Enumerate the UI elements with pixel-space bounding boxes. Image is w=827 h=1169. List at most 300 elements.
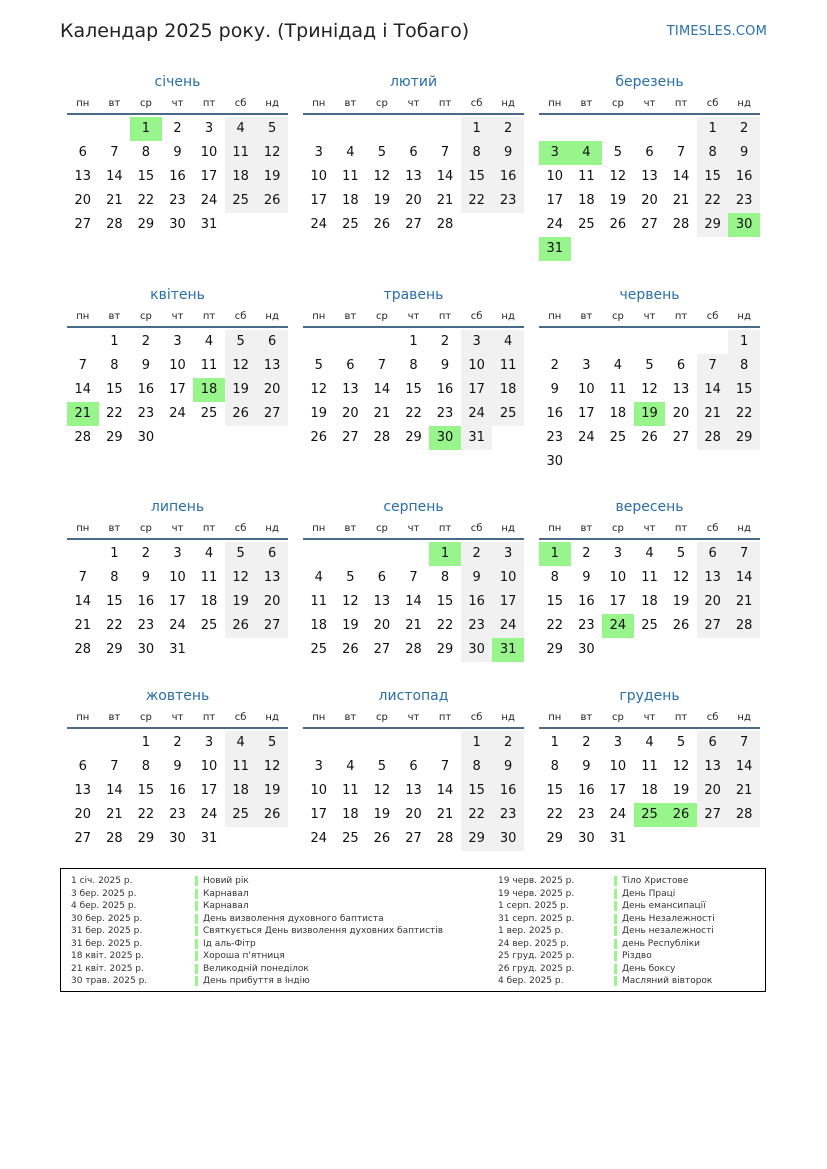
legend-date: 26 груд. 2025 р. [498,963,575,974]
weekday-label: нд [265,712,279,723]
holiday-day: 26 [665,803,697,827]
month-name: лютий [389,74,438,90]
day: 22 [137,807,155,822]
empty-cell [429,731,461,755]
day: 2 [461,542,493,566]
empty-cell [67,542,99,566]
empty-cell [335,330,367,354]
day: 15 [461,165,493,189]
weekday-label: сб [706,98,719,109]
weekday-label: пн [76,523,90,534]
day: 8 [728,354,760,378]
holiday-marker [195,914,198,924]
day: 1 [728,330,760,354]
weekday-label: пт [674,712,688,723]
day: 30 [492,827,524,851]
weekday-label: ср [139,523,152,534]
weekday-label: ср [611,712,624,723]
day: 14 [436,169,454,184]
day: 23 [546,430,564,445]
day: 7 [728,731,760,755]
day-grid [67,542,288,662]
holiday-marker [195,876,198,886]
day: 19 [609,193,627,208]
day: 21 [672,193,690,208]
weekday-label: ср [139,712,152,723]
day: 2 [141,546,151,561]
day: 24 [609,807,627,822]
weekday-header [303,520,524,540]
day: 7 [409,570,418,585]
weekday-label: ср [611,311,624,322]
day: 9 [440,358,450,373]
day: 19 [225,378,257,402]
day: 28 [728,614,760,638]
day: 31 [200,831,218,846]
day: 7 [728,542,760,566]
weekday-label: вт [108,311,121,322]
weekday-label: ср [611,98,624,109]
day: 14 [74,382,92,397]
day: 1 [409,334,418,349]
legend-holiday-name: День прибуття в Індію [203,976,310,986]
day: 28 [74,430,92,445]
day: 25 [225,189,257,213]
empty-cell [303,542,335,566]
day: 7 [377,358,387,373]
day: 6 [78,145,87,160]
empty-cell [366,542,398,566]
legend-date: 19 черв. 2025 р. [498,876,575,886]
day: 4 [492,330,524,354]
weekday-label: пн [312,712,326,723]
day: 16 [137,382,155,397]
day: 19 [672,594,690,609]
day: 29 [106,430,123,445]
day: 27 [342,430,359,445]
day: 23 [169,193,186,208]
day: 30 [137,430,155,445]
month-5 [303,285,524,450]
day: 6 [256,542,288,566]
legend-holiday-name: День визволення духовного баптиста [203,913,384,924]
day: 10 [310,169,328,184]
weekday-label: сб [234,98,247,109]
legend-holiday-name: Ід аль-Фітр [203,938,256,949]
day: 9 [550,382,559,397]
holiday-day: 30 [429,426,461,450]
month-name: травень [383,287,444,303]
weekday-label: чт [171,311,184,322]
day: 22 [461,189,493,213]
weekday-label: вт [580,311,593,322]
weekday-label: чт [643,523,656,534]
legend-date: 30 трав. 2025 р. [71,976,148,986]
day: 23 [137,406,155,421]
weekday-label: нд [265,311,279,322]
day: 22 [106,406,123,421]
day: 24 [200,193,218,208]
month-name: вересень [615,499,684,515]
day: 28 [74,642,92,657]
empty-cell [665,117,697,141]
month-2 [303,72,524,237]
day: 19 [373,193,391,208]
day: 21 [106,193,123,208]
day: 10 [169,570,186,585]
weekday-label: пн [76,98,90,109]
day: 29 [436,642,454,657]
day: 11 [225,141,257,165]
weekday-label: вт [344,98,357,109]
day: 3 [314,759,323,774]
holiday-marker [195,926,198,936]
weekday-label: ср [139,98,152,109]
day: 23 [728,189,760,213]
day: 5 [676,546,686,561]
day: 25 [641,618,658,633]
weekday-label: нд [737,523,751,534]
weekday-header [539,308,760,328]
day: 5 [346,570,355,585]
empty-cell [67,731,99,755]
day: 30 [169,217,186,232]
day: 15 [436,594,454,609]
day: 3 [173,334,182,349]
day: 2 [492,117,524,141]
day: 26 [225,614,257,638]
day: 20 [405,807,422,822]
holiday-day: 31 [539,237,571,261]
month-3 [539,72,760,261]
day: 14 [74,594,92,609]
day: 6 [346,358,355,373]
month-11 [303,686,524,851]
day: 20 [672,406,690,421]
day: 3 [204,121,214,136]
day: 29 [405,430,422,445]
day: 24 [310,831,328,846]
month-4 [67,285,288,450]
day: 20 [256,590,288,614]
day: 17 [200,169,218,184]
day: 17 [609,783,627,798]
month-name: липень [150,499,205,515]
day: 4 [346,145,355,160]
empty-cell [366,330,398,354]
weekday-header [303,709,524,729]
legend-date: 1 серп. 2025 р. [498,901,569,911]
weekday-label: чт [407,712,420,723]
weekday-label: пн [548,311,562,322]
month-12 [539,686,760,851]
day: 23 [492,803,524,827]
day: 14 [373,382,391,397]
holiday-marker [614,901,617,911]
day: 25 [342,217,359,232]
day: 1 [141,735,151,750]
day: 26 [641,430,658,445]
holiday-marker [195,939,198,949]
day: 4 [645,735,654,750]
day: 25 [310,642,328,657]
day: 30 [461,638,493,662]
day: 28 [672,217,690,232]
day: 15 [546,783,564,798]
empty-cell [99,117,131,141]
day: 26 [256,189,288,213]
month-10 [67,686,288,851]
weekday-label: сб [234,712,247,723]
day: 25 [609,430,627,445]
day: 16 [436,382,454,397]
holiday-legend [60,868,766,992]
day: 23 [436,406,454,421]
day: 2 [582,546,591,561]
day: 6 [645,145,654,160]
page-title: Календар 2025 року. (Тринідад і Тобаго) [60,20,470,42]
day: 10 [609,570,627,585]
holiday-marker [614,964,617,974]
empty-cell [67,330,99,354]
day: 24 [492,614,524,638]
holiday-day: 30 [728,213,760,237]
day-grid [539,117,760,261]
day: 5 [645,358,654,373]
weekday-label: вт [344,311,357,322]
day: 18 [342,193,359,208]
legend-holiday-name: Святкується День визволення духовних баптистів [203,926,444,936]
holiday-marker [614,939,617,949]
day: 18 [641,594,658,609]
day: 11 [641,759,658,774]
day: 6 [78,759,87,774]
weekday-header [539,95,760,115]
month-6 [539,285,760,474]
day: 14 [106,169,123,184]
day: 7 [78,358,87,373]
day: 14 [106,783,123,798]
legend-holiday-name: Різдво [622,951,652,961]
weekday-label: ср [139,311,152,322]
weekday-label: сб [470,98,483,109]
day: 29 [697,213,729,237]
day: 21 [405,618,422,633]
day: 7 [440,145,450,160]
weekday-label: пт [202,523,216,534]
empty-cell [571,330,603,354]
empty-cell [366,117,398,141]
day: 31 [200,217,218,232]
weekday-header [67,308,288,328]
day: 13 [342,382,359,397]
day: 16 [169,169,186,184]
day: 27 [641,217,658,232]
day: 2 [728,117,760,141]
empty-cell [67,117,99,141]
day: 4 [346,759,355,774]
day: 18 [342,807,359,822]
day: 2 [173,735,182,750]
month-name: серпень [383,499,444,515]
day: 23 [492,189,524,213]
day: 3 [461,330,493,354]
day: 26 [342,642,359,657]
day: 24 [169,406,186,421]
weekday-label: пт [438,311,452,322]
day: 26 [256,803,288,827]
day: 20 [342,406,359,421]
empty-cell [335,117,367,141]
month-name: квітень [150,287,205,303]
day: 7 [440,759,450,774]
day: 13 [697,755,729,779]
day: 20 [405,193,422,208]
day: 14 [672,169,690,184]
month-8 [303,497,524,662]
legend-date: 31 бер. 2025 р. [71,938,143,949]
holiday-day: 21 [67,402,99,426]
empty-cell [634,117,666,141]
day: 24 [200,807,218,822]
day: 13 [256,566,288,590]
day: 28 [436,217,454,232]
empty-cell [398,117,430,141]
day: 23 [461,614,493,638]
day: 13 [74,169,92,184]
site-link[interactable]: TIMESLES.COM [666,24,767,39]
weekday-label: сб [234,523,247,534]
day: 10 [492,566,524,590]
empty-cell [602,117,634,141]
day: 17 [492,590,524,614]
month-name: березень [615,74,684,90]
day: 13 [641,169,658,184]
weekday-label: вт [108,712,121,723]
day: 8 [550,759,559,774]
day: 18 [225,779,257,803]
day: 12 [672,759,690,774]
day: 21 [436,807,454,822]
legend-holiday-name: День Праці [622,888,676,899]
day: 10 [169,358,186,373]
day: 10 [546,169,564,184]
day: 30 [578,831,595,846]
holiday-day: 3 [539,141,571,165]
day: 22 [697,189,729,213]
day-grid [303,117,524,237]
day: 8 [461,755,493,779]
holiday-day: 31 [492,638,524,662]
holiday-day: 19 [634,402,666,426]
empty-cell [335,731,367,755]
weekday-label: пт [674,311,688,322]
month-7 [67,497,288,662]
day: 12 [641,382,658,397]
day: 21 [697,402,729,426]
legend-holiday-name: Великодній понеділок [203,963,309,974]
day: 4 [225,731,257,755]
day: 26 [373,217,391,232]
day: 26 [310,430,328,445]
day: 9 [728,141,760,165]
holiday-marker [614,976,617,986]
day: 2 [582,735,591,750]
day: 6 [409,759,418,774]
empty-cell [303,330,335,354]
legend-date: 4 бер. 2025 р. [71,901,137,911]
day: 15 [697,165,729,189]
legend-holiday-name: День незалежності [622,926,714,936]
day: 25 [578,217,595,232]
weekday-label: пн [76,712,90,723]
day: 12 [256,755,288,779]
day: 18 [641,783,658,798]
day: 11 [578,169,595,184]
weekday-label: чт [407,311,420,322]
day: 9 [141,570,151,585]
day: 15 [405,382,422,397]
day: 11 [609,382,627,397]
holiday-day: 1 [130,117,162,141]
weekday-label: пт [438,712,452,723]
holiday-day: 1 [539,542,571,566]
day: 4 [225,117,257,141]
day: 9 [582,759,591,774]
day: 22 [106,618,123,633]
weekday-label: вт [108,523,121,534]
day: 28 [436,831,454,846]
day: 20 [256,378,288,402]
month-name: жовтень [145,688,210,704]
holiday-marker [614,951,617,961]
day: 21 [74,618,92,633]
legend-date: 19 черв. 2025 р. [498,888,575,899]
day: 8 [110,570,119,585]
day: 23 [137,618,155,633]
day: 29 [106,642,123,657]
day: 20 [373,618,391,633]
day: 16 [137,594,155,609]
day: 2 [550,358,559,373]
day: 5 [256,731,288,755]
weekday-label: вт [108,98,121,109]
day: 10 [310,783,328,798]
weekday-label: пт [202,712,216,723]
weekday-label: чт [643,311,656,322]
day: 19 [373,807,391,822]
weekday-label: чт [643,98,656,109]
month-name: листопад [378,688,449,704]
day-grid [303,542,524,662]
day: 26 [373,831,391,846]
weekday-label: сб [234,311,247,322]
day: 28 [373,430,391,445]
holiday-marker [614,889,617,899]
day: 6 [697,542,729,566]
day: 27 [405,831,422,846]
weekday-label: ср [375,311,388,322]
weekday-label: чт [407,523,420,534]
weekday-label: сб [706,523,719,534]
day: 27 [697,614,729,638]
weekday-label: сб [470,712,483,723]
day: 15 [461,779,493,803]
day: 19 [256,779,288,803]
day: 17 [200,783,218,798]
day: 10 [461,354,493,378]
day: 3 [613,735,623,750]
